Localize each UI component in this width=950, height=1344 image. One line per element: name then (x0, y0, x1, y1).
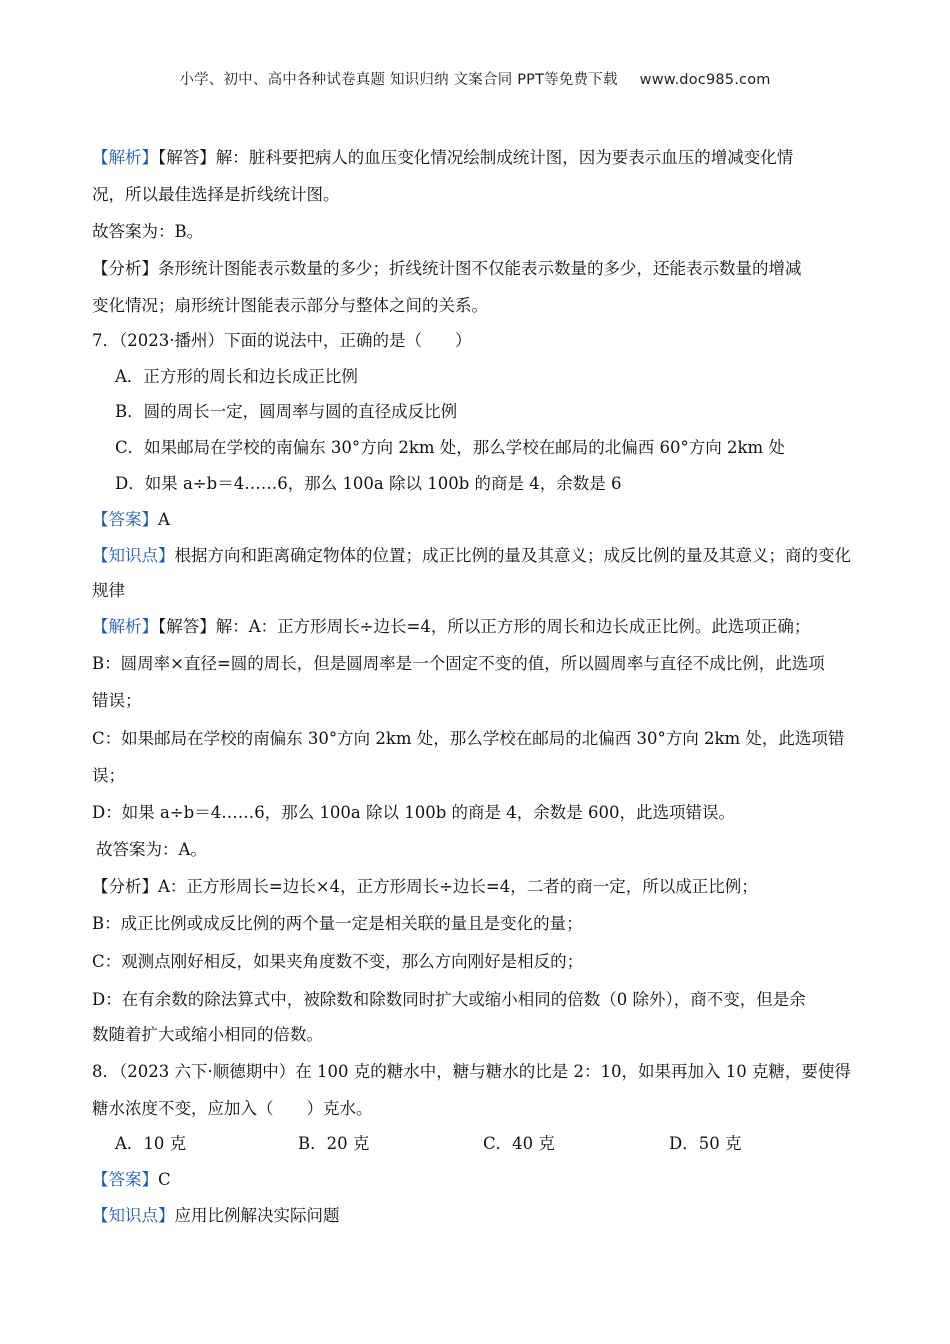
q7-fenxi-line-4: D：在有余数的除法算式中，被除数和除数同时扩大或缩小相同的倍数（0 除外），商不变，但是余 (92, 990, 806, 1009)
q7-jiexi-text-1: 【解答】解：A：正方形周长÷边长=4，所以正方形的周长和边长成正比例。此选项正确； (158, 617, 811, 636)
q7-fenxi-line-1 (92, 877, 758, 897)
daan-tag: 【答案】 (92, 1170, 158, 1189)
q7-fenxi-text-1: A：正方形周长=边长×4，正方形周长÷边长=4，二者的商一定，所以成正比例； (158, 877, 758, 896)
q7-option-d: D．如果 a÷b＝4……6，那么 100a 除以 100b 的商是 4，余数是 6 (115, 474, 622, 493)
fenxi-tag: 【分析】 (92, 877, 158, 896)
header-text: 小学、初中、高中各种试卷真题 知识归纳 文案合同 PPT等免费下载 (179, 72, 618, 88)
q7-fenxi-line-2: B：成正比例或成反比例的两个量一定是相关联的量且是变化的量； (92, 914, 583, 933)
jiexi-tag: 【解析】 (92, 148, 158, 167)
q6-jiexi-line-2: 况，所以最佳选择是折线统计图。 (92, 185, 340, 204)
daan-tag: 【答案】 (92, 510, 158, 529)
q6-fenxi-line-2: 变化情况；扇形统计图能表示部分与整体之间的关系。 (92, 296, 488, 315)
q8-stem-line-1: 8．（2023 六下·顺德期中）在 100 克的糖水中，糖与糖水的比是 2：10，如果再加入 10 克糖，要使得 (92, 1062, 851, 1081)
q8-zhishidian-text: 应用比例解决实际问题 (174, 1206, 340, 1225)
q8-zhishidian (92, 1206, 340, 1226)
q7-answer-value: A (158, 510, 170, 529)
q7-jiexi-line-3: 错误； (92, 691, 142, 710)
q8-option-c: C．40 克 (483, 1134, 555, 1153)
q7-answer (92, 510, 170, 530)
q8-option-b: B．20 克 (298, 1134, 370, 1153)
q8-answer-value: C (158, 1170, 171, 1189)
fenxi-tag: 【分析】 (92, 259, 158, 278)
q6-answer-line: 故答案为：B。 (92, 222, 204, 241)
q6-jiexi-line-1 (92, 148, 793, 168)
page-header (0, 68, 950, 89)
q8-option-d: D．50 克 (669, 1134, 742, 1153)
zhishidian-tag: 【知识点】 (92, 546, 175, 565)
q8-answer (92, 1170, 171, 1190)
q7-jiexi-line-5: 误； (92, 766, 125, 785)
q7-fenxi-line-5: 数随着扩大或缩小相同的倍数。 (92, 1025, 323, 1044)
q7-option-b: B．圆的周长一定，圆周率与圆的直径成反比例 (115, 402, 458, 421)
q6-jiexi-text-1: 【解答】解：脏科要把病人的血压变化情况绘制成统计图，因为要表示血压的增减变化情 (158, 148, 794, 167)
q7-zhishidian-line-2: 规律 (92, 581, 125, 600)
q7-jiexi-line-1 (92, 617, 810, 637)
q7-jiexi-line-2: B：圆周率×直径=圆的周长，但是圆周率是一个固定不变的值，所以圆周率与直径不成比例，此选项 (92, 654, 825, 673)
q7-zhishidian-text-1: 根据方向和距离确定物体的位置；成正比例的量及其意义；成反比例的量及其意义；商的变化 (174, 546, 851, 565)
q7-jiexi-line-7: 故答案为：A。 (96, 840, 207, 859)
q7-option-c: C．如果邮局在学校的南偏东 30°方向 2km 处，那么学校在邮局的北偏西 60°方向 2km 处 (115, 438, 785, 457)
q7-jiexi-line-6: D：如果 a÷b＝4……6，那么 100a 除以 100b 的商是 4，余数是 600，此选项错误。 (92, 803, 736, 822)
q7-stem: 7．（2023·播州）下面的说法中，正确的是（ ） (92, 331, 472, 350)
jiexi-tag: 【解析】 (92, 617, 158, 636)
q7-fenxi-line-3: C：观测点刚好相反，如果夹角度数不变，那么方向刚好是相反的； (92, 952, 584, 971)
header-site: www.doc985.com (639, 72, 771, 88)
q8-option-a: A．10 克 (115, 1134, 187, 1153)
q7-zhishidian-line-1 (92, 546, 851, 566)
q6-fenxi-text-1: 条形统计图能表示数量的多少；折线统计图不仅能表示数量的多少，还能表示数量的增减 (158, 259, 802, 278)
q6-fenxi-line-1 (92, 259, 802, 279)
q7-option-a: A．正方形的周长和边长成正比例 (115, 367, 358, 386)
zhishidian-tag: 【知识点】 (92, 1206, 175, 1225)
q7-jiexi-line-4: C：如果邮局在学校的南偏东 30°方向 2km 处，那么学校在邮局的北偏西 30°方向 2km 处，此选项错 (92, 729, 845, 748)
q8-stem-line-2: 糖水浓度不变，应加入（ ）克水。 (92, 1099, 373, 1118)
